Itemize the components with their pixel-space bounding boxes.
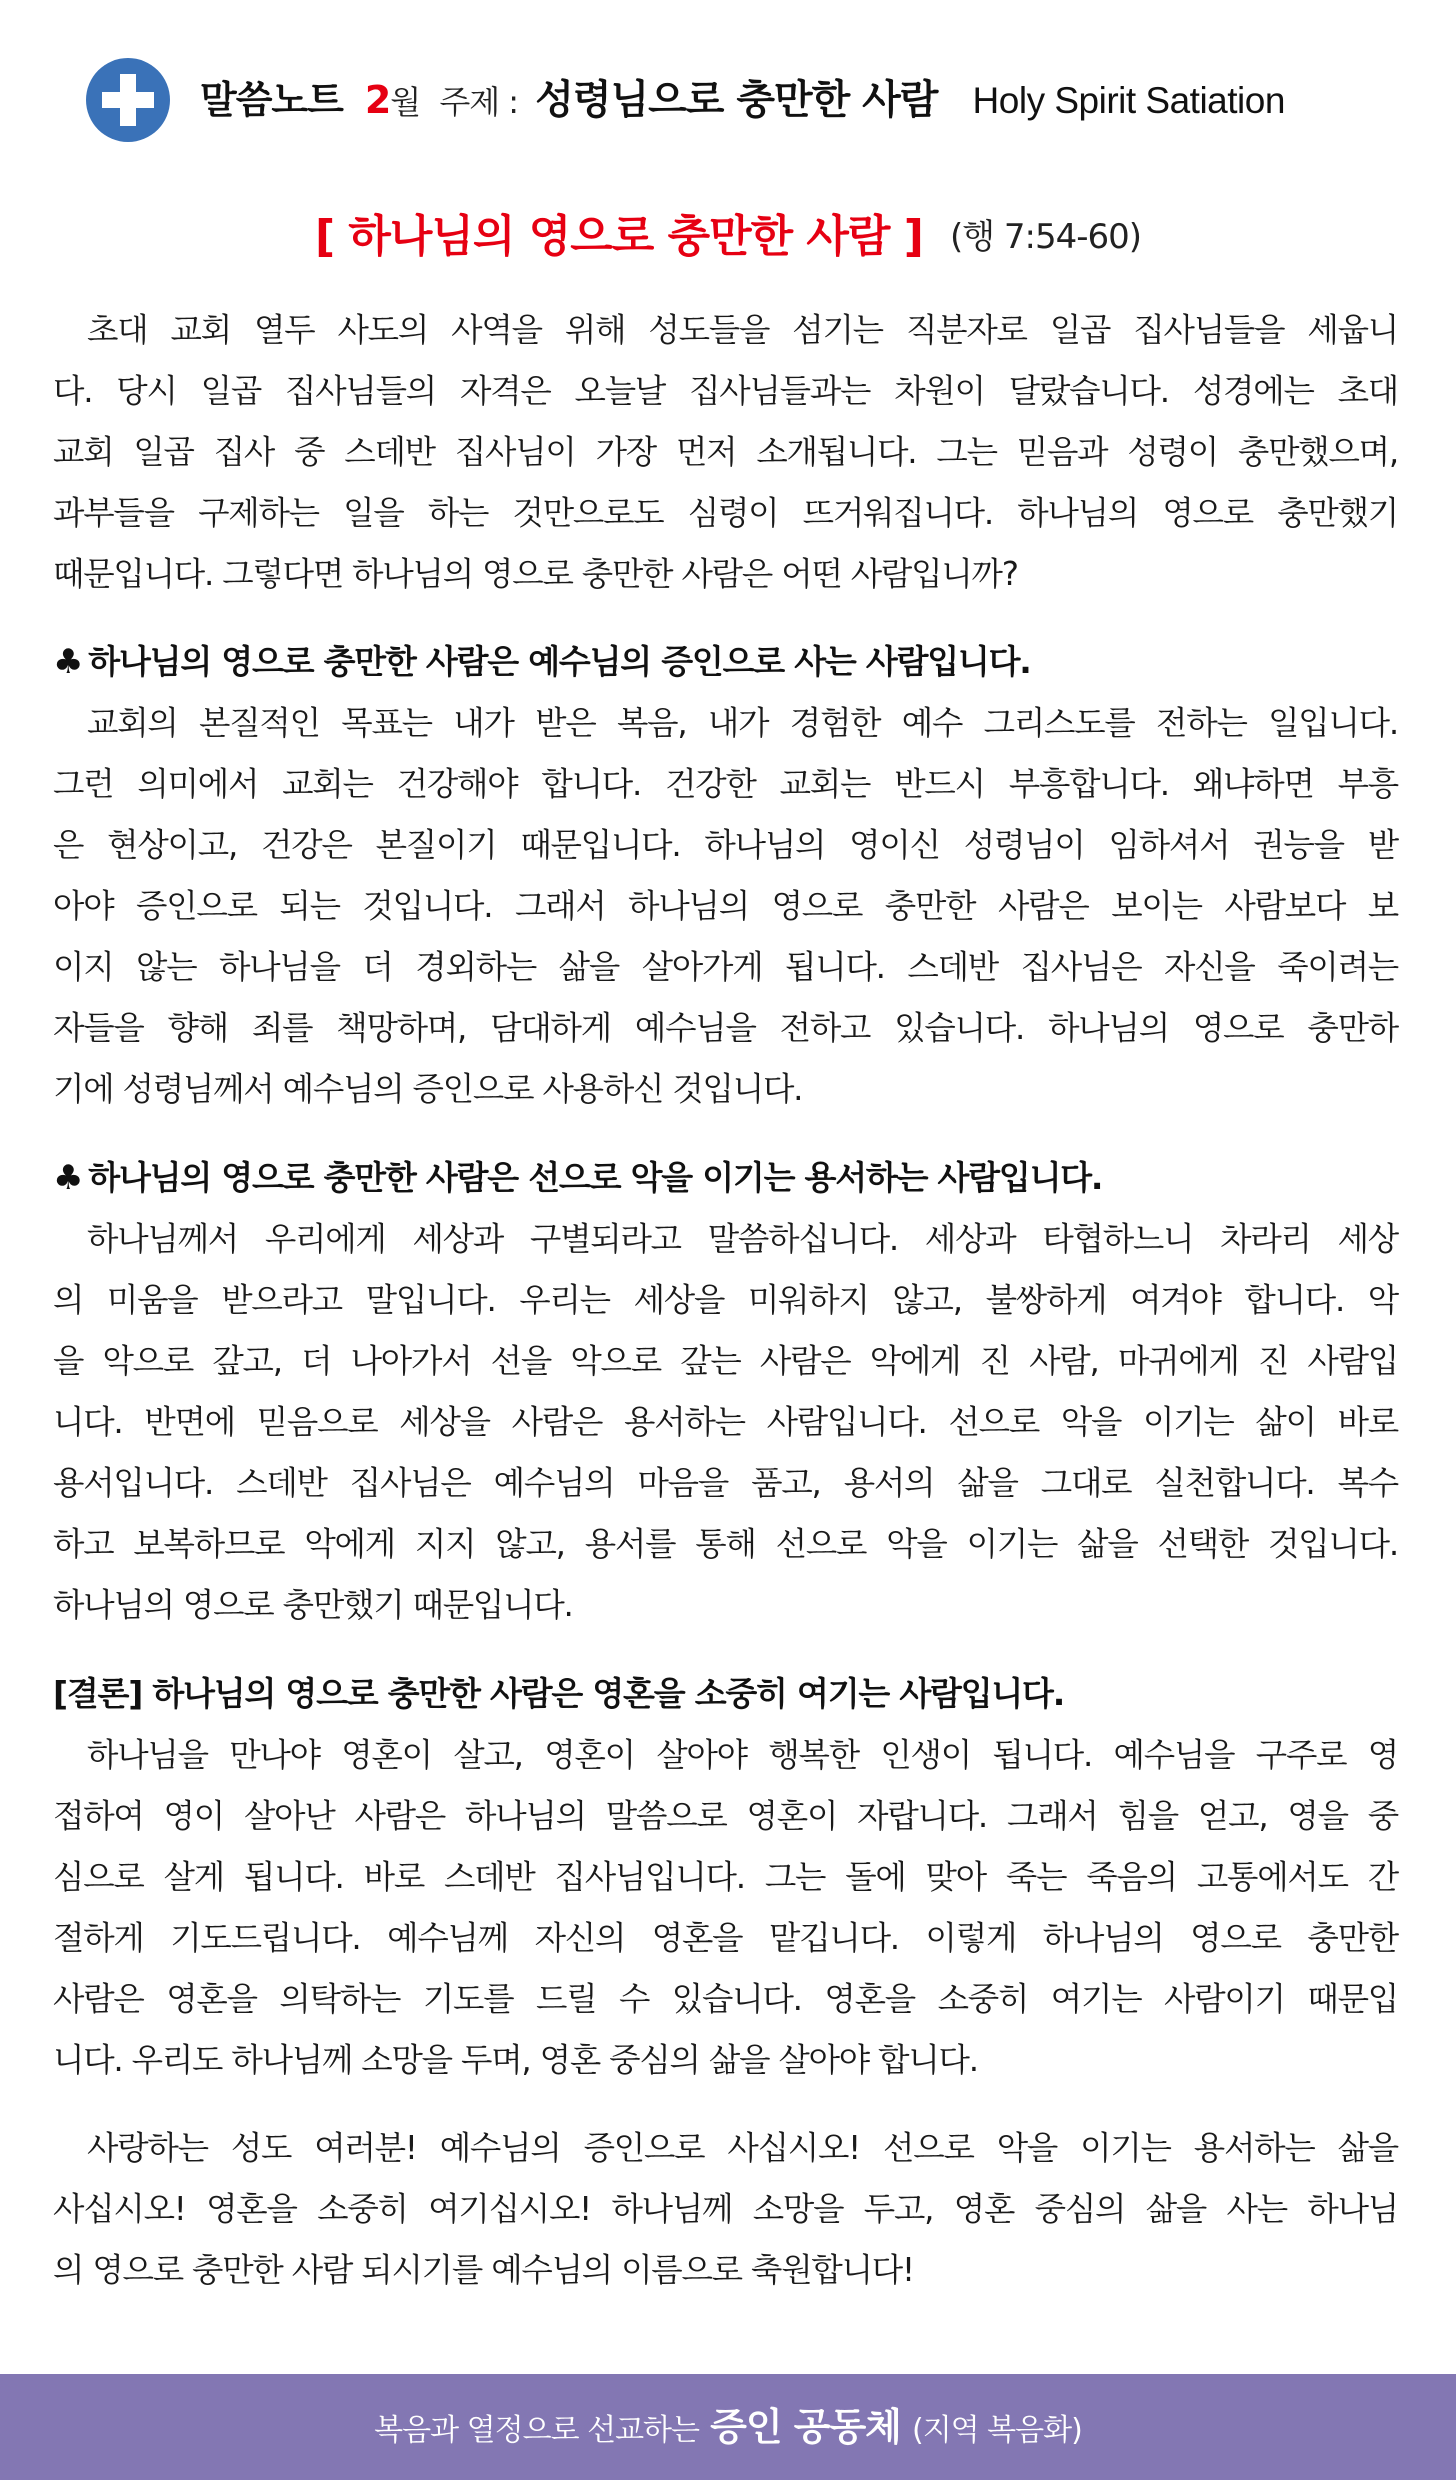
section-heading-text: 하나님의 영으로 충만한 사람은 예수님의 증인으로 사는 사람입니다. xyxy=(88,642,1031,681)
header-text xyxy=(200,72,1285,128)
footer-prefix: 복음과 열정으로 선교하는 xyxy=(374,2413,700,2448)
paragraph-line: 하고 보복하므로 악에게 지지 않고, 용서를 통해 선으로 악을 이기는 삶을 선택한 것입니다. xyxy=(53,1525,1398,1563)
paragraph-line: 교회 일곱 집사 중 스데반 집사님이 가장 먼저 소개됩니다. 그는 믿음과 성령이 충만했으며, xyxy=(53,433,1398,471)
paragraph-line: 니다. 우리도 하나님께 소망을 두며, 영혼 중심의 삶을 살아야 합니다. xyxy=(53,2041,978,2079)
paragraph-line: 초대 교회 열두 사도의 사역을 위해 성도들을 섬기는 직분자로 일곱 집사님들을 세웁니 xyxy=(87,311,1398,349)
paragraph-line: 다. 당시 일곱 집사님들의 자격은 오늘날 집사님들과는 차원이 달랐습니다. 성경에는 초대 xyxy=(53,372,1398,410)
paragraph-line: 의 영으로 충만한 사람 되시기를 예수님의 이름으로 축원합니다! xyxy=(53,2251,914,2289)
section-heading xyxy=(53,1663,1398,1725)
paragraph-line: 교회의 본질적인 목표는 내가 받은 복음, 내가 경험한 예수 그리스도를 전하는 일입니다. xyxy=(87,704,1398,742)
paragraph-line: 기에 성령님께서 예수님의 증인으로 사용하신 것입니다. xyxy=(53,1070,803,1108)
month-number: 2 xyxy=(364,78,391,122)
page-header xyxy=(0,58,1456,142)
club-icon: ♣ xyxy=(53,642,83,682)
paragraph-line: 사십시오! 영혼을 소중히 여기십시오! 하나님께 소망을 두고, 영혼 중심의 삶을 사는 하나님 xyxy=(53,2190,1398,2228)
footer-suffix: (지역 복음화) xyxy=(911,2413,1082,2448)
paragraph-line: 이지 않는 하나님을 더 경외하는 삶을 살아가게 됩니다. 스데반 집사님은 자신을 죽이려는 xyxy=(53,948,1398,986)
closing-paragraph xyxy=(53,2118,1398,2301)
footer-emphasis: 증인 공동체 xyxy=(710,2405,901,2449)
month-suffix: 월 xyxy=(390,83,421,121)
scripture-reference: (행 7:54-60) xyxy=(949,217,1142,257)
paragraph-line: 그런 의미에서 교회는 건강해야 합니다. 건강한 교회는 반드시 부흥합니다. 왜냐하면 부흥 xyxy=(53,765,1398,803)
paragraph-line: 하나님의 영으로 충만했기 때문입니다. xyxy=(53,1586,573,1624)
paragraph-line: 사람은 영혼을 의탁하는 기도를 드릴 수 있습니다. 영혼을 소중히 여기는 사람이기 때문입 xyxy=(53,1980,1398,2018)
paragraph-line: 아야 증인으로 되는 것입니다. 그래서 하나님의 영으로 충만한 사람은 보이는 사람보다 보 xyxy=(53,887,1398,925)
paragraph-line: 절하게 기도드립니다. 예수님께 자신의 영혼을 맡깁니다. 이렇게 하나님의 영으로 충만한 xyxy=(53,1919,1398,1957)
theme-title: 성령님으로 충만한 사람 xyxy=(535,77,938,123)
theme-label: 주제 : xyxy=(439,83,519,121)
paragraph-line: 하나님께서 우리에게 세상과 구별되라고 말씀하십니다. 세상과 타협하느니 차라리 세상 xyxy=(87,1220,1398,1258)
paragraph-line: 과부들을 구제하는 일을 하는 것만으로도 심령이 뜨거워집니다. 하나님의 영으로 충만했기 xyxy=(53,494,1398,532)
paragraph-line: 을 악으로 갚고, 더 나아가서 선을 악으로 갚는 사람은 악에게 진 사람, 마귀에게 진 사람입 xyxy=(53,1342,1398,1380)
section-heading-text: 하나님의 영으로 충만한 사람은 선으로 악을 이기는 용서하는 사람입니다. xyxy=(88,1158,1103,1197)
sermon-title-row xyxy=(0,206,1456,268)
paragraph-line: 니다. 반면에 믿음으로 세상을 사람은 용서하는 사람입니다. 선으로 악을 이기는 삶이 바로 xyxy=(53,1403,1398,1441)
club-icon: ♣ xyxy=(53,1158,83,1198)
theme-english: Holy Spirit Satiation xyxy=(972,80,1285,121)
paragraph-line: 자들을 향해 죄를 책망하며, 담대하게 예수님을 전하고 있습니다. 하나님의 영으로 충만하 xyxy=(53,1009,1398,1047)
section-forgiveness xyxy=(53,1147,1398,1636)
paragraph-line: 하나님을 만나야 영혼이 살고, 영혼이 살아야 행복한 인생이 됩니다. 예수님을 구주로 영 xyxy=(87,1736,1398,1774)
paragraph-line: 용서입니다. 스데반 집사님은 예수님의 마음을 품고, 용서의 삶을 그대로 실천합니다. 복수 xyxy=(53,1464,1398,1502)
section-conclusion xyxy=(53,1663,1398,2091)
section-heading xyxy=(53,631,1398,693)
footer-banner xyxy=(0,2374,1456,2480)
note-label: 말씀노트 xyxy=(200,78,343,122)
paragraph-line: 심으로 살게 됩니다. 바로 스데반 집사님입니다. 그는 돌에 맞아 죽는 죽음의 고통에서도 간 xyxy=(53,1858,1398,1896)
paragraph-line: 접하여 영이 살아난 사람은 하나님의 말씀으로 영혼이 자랍니다. 그래서 힘을 얻고, 영을 중 xyxy=(53,1797,1398,1835)
paragraph-line: 의 미움을 받으라고 말입니다. 우리는 세상을 미워하지 않고, 불쌍하게 여겨야 합니다. 악 xyxy=(53,1281,1398,1319)
section-heading-text: [결론] 하나님의 영으로 충만한 사람은 영혼을 소중히 여기는 사람입니다. xyxy=(53,1674,1065,1713)
sermon-title: [ 하나님의 영으로 충만한 사람 ] xyxy=(314,211,923,262)
intro-paragraph xyxy=(53,300,1398,605)
section-witness xyxy=(53,631,1398,1120)
section-heading xyxy=(53,1147,1398,1209)
paragraph-line: 은 현상이고, 건강은 본질이기 때문입니다. 하나님의 영이신 성령님이 임하셔서 권능을 받 xyxy=(53,826,1398,864)
plus-cross-icon xyxy=(86,58,170,142)
paragraph-line: 때문입니다. 그렇다면 하나님의 영으로 충만한 사람은 어떤 사람입니까? xyxy=(53,555,1018,593)
paragraph-line: 사랑하는 성도 여러분! 예수님의 증인으로 사십시오! 선으로 악을 이기는 용서하는 삶을 xyxy=(87,2129,1398,2167)
sermon-body xyxy=(53,300,1398,2301)
